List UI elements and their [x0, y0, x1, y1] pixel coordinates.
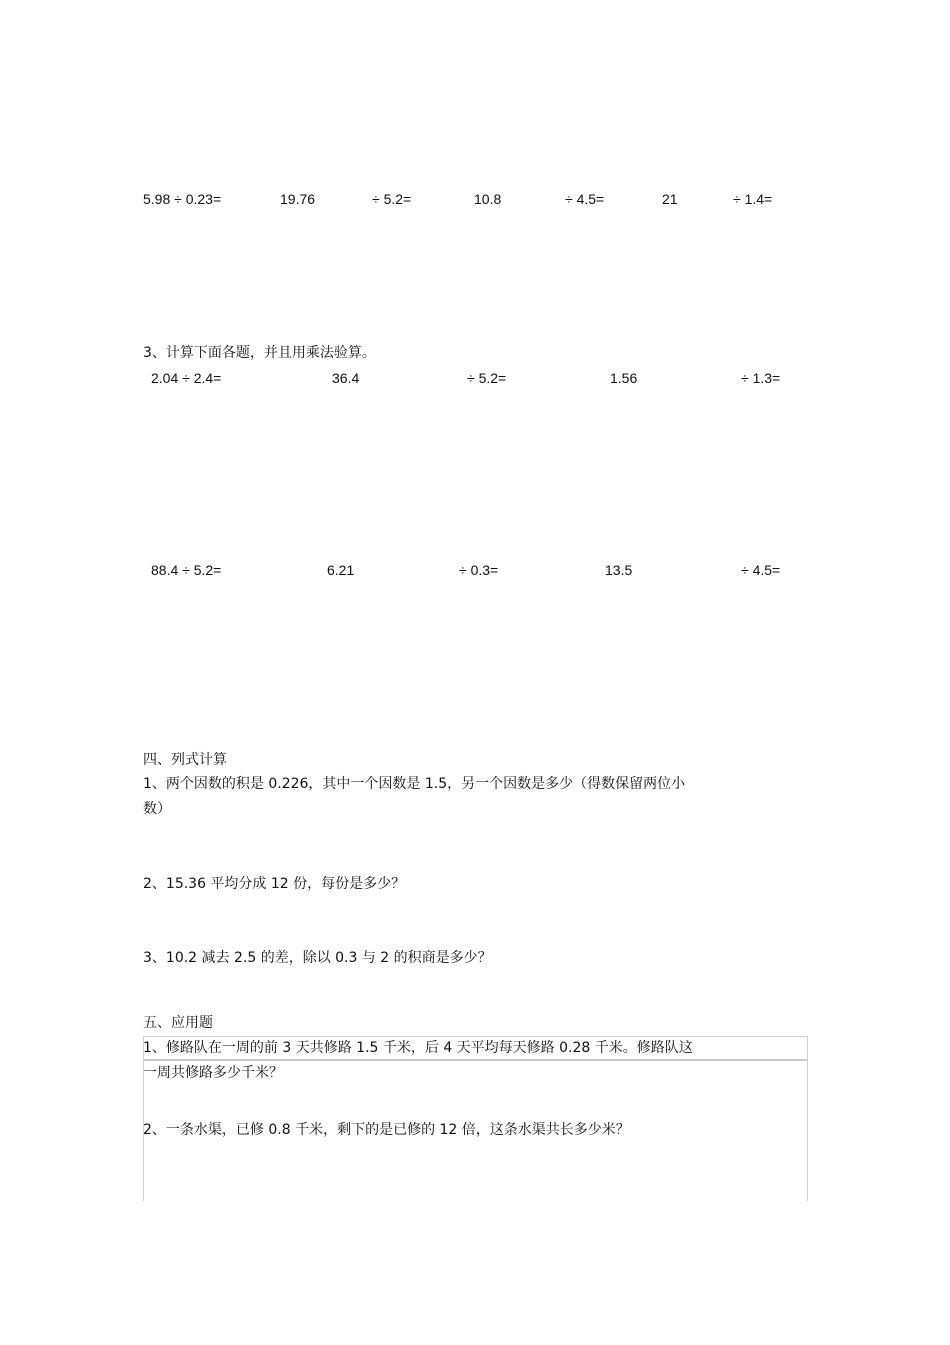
- s4-question-3: 3、10.2 减去 2.5 的差，除以 0.3 与 2 的积商是多少？: [143, 950, 492, 966]
- s3-problem-2-divisor: ÷ 5.2=: [467, 370, 507, 386]
- s3-problem-6-divisor: ÷ 4.5=: [741, 562, 781, 578]
- s3-problem-6-dividend: 13.5: [605, 562, 633, 578]
- table-row-divider: [143, 1059, 807, 1061]
- s3-problem-1: 2.04 ÷ 2.4=: [151, 370, 222, 386]
- s3-problem-2-dividend: 36.4: [332, 370, 360, 386]
- s3-problem-3-dividend: 1.56: [610, 370, 638, 386]
- s4-question-1-line2: 数）: [143, 801, 171, 817]
- s4-question-2: 2、15.36 平均分成 12 份，每份是多少？: [143, 876, 406, 892]
- s3-problem-5-divisor: ÷ 0.3=: [459, 562, 499, 578]
- section4-heading: 四、列式计算: [143, 752, 227, 768]
- section3-heading: 3、计算下面各题，并且用乘法验算。: [143, 345, 376, 361]
- problem-1: 5.98 ÷ 0.23=: [143, 191, 222, 207]
- s5-question-2: 2、一条水渠，已修 0.8 千米，剩下的是已修的 12 倍，这条水渠共长多少米？: [143, 1122, 630, 1138]
- problem-4-divisor: ÷ 1.4=: [733, 191, 773, 207]
- section5-heading: 五、应用题: [143, 1015, 213, 1031]
- problem-2-divisor: ÷ 5.2=: [372, 191, 412, 207]
- s3-problem-5-dividend: 6.21: [327, 562, 355, 578]
- s5-question-1-line1: 1、修路队在一周的前 3 天共修路 1.5 千米，后 4 天平均每天修路 0.28 千米。修路队这: [143, 1040, 693, 1056]
- s3-problem-3-divisor: ÷ 1.3=: [741, 370, 781, 386]
- problem-4-dividend: 21: [662, 191, 678, 207]
- s3-problem-4: 88.4 ÷ 5.2=: [151, 562, 222, 578]
- problem-3-dividend: 10.8: [474, 191, 502, 207]
- problem-2-dividend: 19.76: [280, 191, 316, 207]
- s4-question-1-line1: 1、两个因数的积是 0.226，其中一个因数是 1.5，另一个因数是多少（得数保留两位小: [143, 776, 686, 792]
- problem-3-divisor: ÷ 4.5=: [565, 191, 605, 207]
- s5-question-1-line2: 一周共修路多少千米？: [143, 1065, 283, 1081]
